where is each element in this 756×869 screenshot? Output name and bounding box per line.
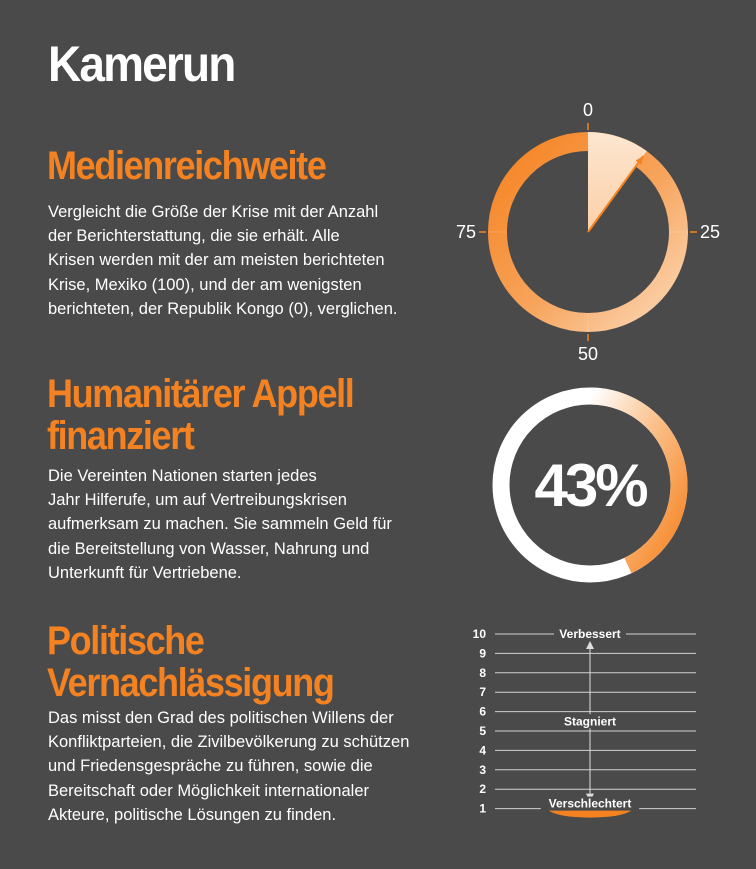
page-title: Kamerun bbox=[48, 36, 235, 92]
scale-annotation-top: Verbessert bbox=[559, 627, 621, 641]
gauge-tick-label: 50 bbox=[577, 344, 599, 364]
media-body-line: der Berichterstattung, die sie erhält. Alle bbox=[48, 227, 340, 246]
political-neglect-scale bbox=[470, 620, 710, 830]
scale-level-label: 5 bbox=[479, 724, 486, 738]
appeal-heading bbox=[47, 373, 353, 457]
political-heading bbox=[47, 620, 334, 704]
media-heading bbox=[47, 145, 325, 187]
appeal-body-line: aufmerksam zu machen. Sie sammeln Geld für bbox=[48, 515, 392, 534]
political-heading-line: Politische bbox=[47, 619, 204, 663]
appeal-body-line: die Bereitstellung von Wasser, Nahrung und bbox=[48, 539, 370, 558]
donut-value-label: 43% bbox=[534, 452, 646, 519]
appeal-funded-donut bbox=[480, 380, 700, 590]
political-body-line: Akteure, politische Lösungen zu finden. bbox=[48, 805, 337, 824]
scale-level-label: 10 bbox=[472, 627, 486, 641]
political-body-line: Konfliktparteien, die Zivilbevölkerung zu schützen bbox=[48, 733, 410, 752]
scale-annotation-middle: Stagniert bbox=[563, 714, 617, 729]
media-body-line: berichteten, der Republik Kongo (0), verglichen. bbox=[48, 299, 398, 318]
appeal-heading-line: Humanitärer Appell bbox=[47, 372, 354, 416]
scale-level-label: 6 bbox=[479, 704, 486, 719]
scale-level-label: 1 bbox=[479, 801, 486, 816]
scale-level-label: 4 bbox=[479, 743, 486, 758]
political-body-line: Das misst den Grad des politischen Willens der bbox=[48, 709, 394, 727]
political-body-line: Bereitschaft oder Möglichkeit internationaler bbox=[48, 781, 370, 800]
gauge-value-wedge bbox=[588, 132, 647, 232]
political-body-line: und Friedensgespräche zu führen, sowie die bbox=[48, 757, 373, 776]
appeal-heading-line: finanziert bbox=[47, 414, 194, 458]
scale-arrow-up bbox=[586, 641, 594, 649]
gauge-tick-label: 0 bbox=[582, 100, 594, 120]
political-heading-line: Vernachlässigung bbox=[47, 661, 334, 705]
appeal-body-line: Die Vereinten Nationen starten jedes bbox=[48, 467, 317, 485]
scale-level-label: 7 bbox=[479, 685, 486, 700]
scale-level-label: 3 bbox=[479, 762, 486, 777]
media-body-line: Krise, Mexiko (100), und der am wenigsten bbox=[48, 275, 362, 294]
scale-level-label: 8 bbox=[479, 665, 486, 680]
gauge-tick-label: 75 bbox=[455, 222, 477, 242]
media-heading-line: Medienreichweite bbox=[47, 144, 326, 188]
scale-level-label: 2 bbox=[479, 782, 486, 797]
gauge-tick-label: 25 bbox=[699, 222, 721, 242]
media-body-line: Vergleicht die Größe der Krise mit der Anzahl bbox=[48, 203, 379, 221]
scale-annotation-bottom: Verschlechtert bbox=[548, 796, 632, 811]
appeal-body-line: Unterkunft für Vertriebene. bbox=[48, 563, 242, 582]
political-description bbox=[48, 706, 409, 827]
appeal-description bbox=[48, 464, 392, 585]
appeal-body-line: Jahr Hilferufe, um auf Vertreibungskrisen bbox=[48, 491, 347, 510]
media-reach-gauge bbox=[440, 100, 740, 365]
scale-level-label: 9 bbox=[479, 646, 486, 661]
media-body-line: Krisen werden mit der am meisten berichteten bbox=[48, 251, 385, 270]
media-description bbox=[48, 200, 397, 321]
